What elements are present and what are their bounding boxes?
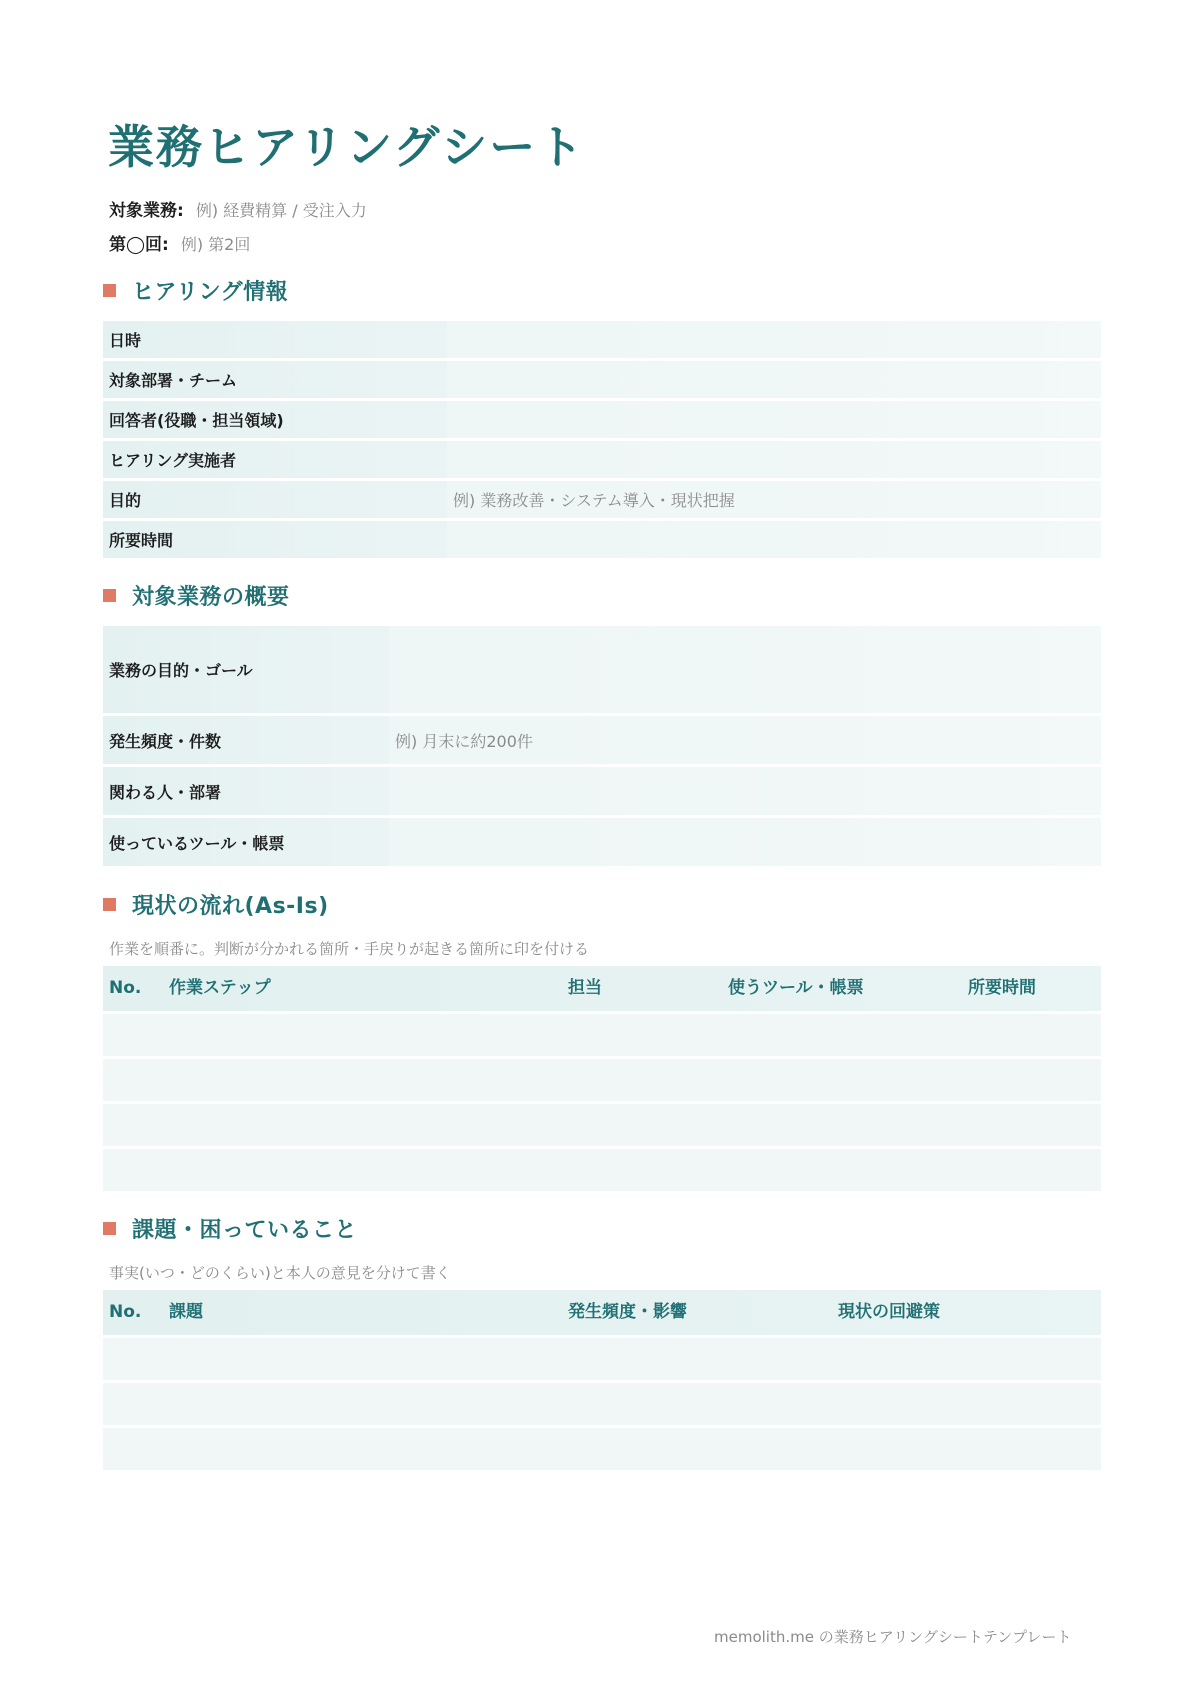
row-value-field[interactable] [389,626,1101,713]
asis-table [103,966,1101,1191]
hearing-row-respondent [103,401,1101,438]
section-title: 対象業務の概要 [132,584,290,610]
overview-table [103,626,1101,869]
target-business-line [109,199,367,223]
table-row[interactable] [103,1383,1101,1425]
column-header-issue: 課題 [169,1302,203,1322]
table-row[interactable] [103,1338,1101,1380]
issues-table [103,1290,1101,1470]
section-marker [103,898,116,911]
section-heading-overview [103,578,290,612]
asis-table-header [103,966,1101,1011]
table-row[interactable] [103,1428,1101,1470]
issues-note: 事実(いつ・どのくらい)と本人の意見を分けて書く [109,1264,451,1282]
row-label: 回答者(役職・担当領域) [103,401,447,438]
hearing-row-datetime [103,321,1101,358]
row-label: 所要時間 [103,521,447,558]
hearing-info-table [103,321,1101,561]
row-label: 使っているツール・帳票 [103,818,389,866]
column-header-owner: 担当 [568,978,602,998]
column-header-no: No. [109,1302,142,1322]
row-value-field[interactable] [447,521,1101,558]
round-label: 第◯回: [109,235,169,255]
row-label: 日時 [103,321,447,358]
row-value-field[interactable] [389,818,1101,866]
overview-row-people [103,767,1101,815]
asis-note: 作業を順番に。判断が分かれる箇所・手戻りが起きる箇所に印を付ける [109,940,590,958]
table-row[interactable] [103,1059,1101,1101]
row-label: ヒアリング実施者 [103,441,447,478]
section-heading-asis [103,887,329,921]
column-header-step: 作業ステップ [169,978,271,998]
target-business-label: 対象業務: [109,201,184,221]
column-header-no: No. [109,978,142,998]
row-label: 目的 [103,481,447,518]
row-label: 対象部署・チーム [103,361,447,398]
table-row[interactable] [103,1104,1101,1146]
column-header-impact: 発生頻度・影響 [568,1302,687,1322]
overview-row-goal [103,626,1101,713]
row-label: 関わる人・部署 [103,767,389,815]
table-row[interactable] [103,1014,1101,1056]
hearing-row-interviewer [103,441,1101,478]
round-line [109,233,250,257]
table-row[interactable] [103,1149,1101,1191]
section-title: 現状の流れ(As-Is) [132,893,329,919]
issues-table-header [103,1290,1101,1335]
row-value-field[interactable] [447,441,1101,478]
row-label: 発生頻度・件数 [103,716,389,764]
section-title: 課題・困っていること [132,1217,358,1243]
hearing-row-duration [103,521,1101,558]
row-value-field[interactable] [447,321,1101,358]
column-header-tools: 使うツール・帳票 [728,978,864,998]
section-heading-hearing [103,273,288,307]
row-value-field[interactable]: 例) 業務改善・システム導入・現状把握 [447,481,1101,518]
document-title: 業務ヒアリングシート [108,120,586,174]
row-value-field[interactable]: 例) 月末に約200件 [389,716,1101,764]
row-value-field[interactable] [389,767,1101,815]
column-header-time: 所要時間 [968,978,1036,998]
round-value[interactable]: 例) 第2回 [180,235,251,254]
section-marker [103,284,116,297]
target-business-value[interactable]: 例) 経費精算 / 受注入力 [195,201,367,220]
section-heading-issues [103,1211,357,1245]
section-title: ヒアリング情報 [132,279,289,305]
overview-row-tools [103,818,1101,866]
row-label: 業務の目的・ゴール [103,626,389,713]
hearing-row-department [103,361,1101,398]
footer-credit: memolith.me の業務ヒアリングシートテンプレート [714,1628,1072,1646]
hearing-row-purpose [103,481,1101,518]
section-marker [103,589,116,602]
section-marker [103,1222,116,1235]
overview-row-frequency [103,716,1101,764]
row-value-field[interactable] [447,361,1101,398]
column-header-workaround: 現状の回避策 [838,1302,940,1322]
row-value-field[interactable] [447,401,1101,438]
